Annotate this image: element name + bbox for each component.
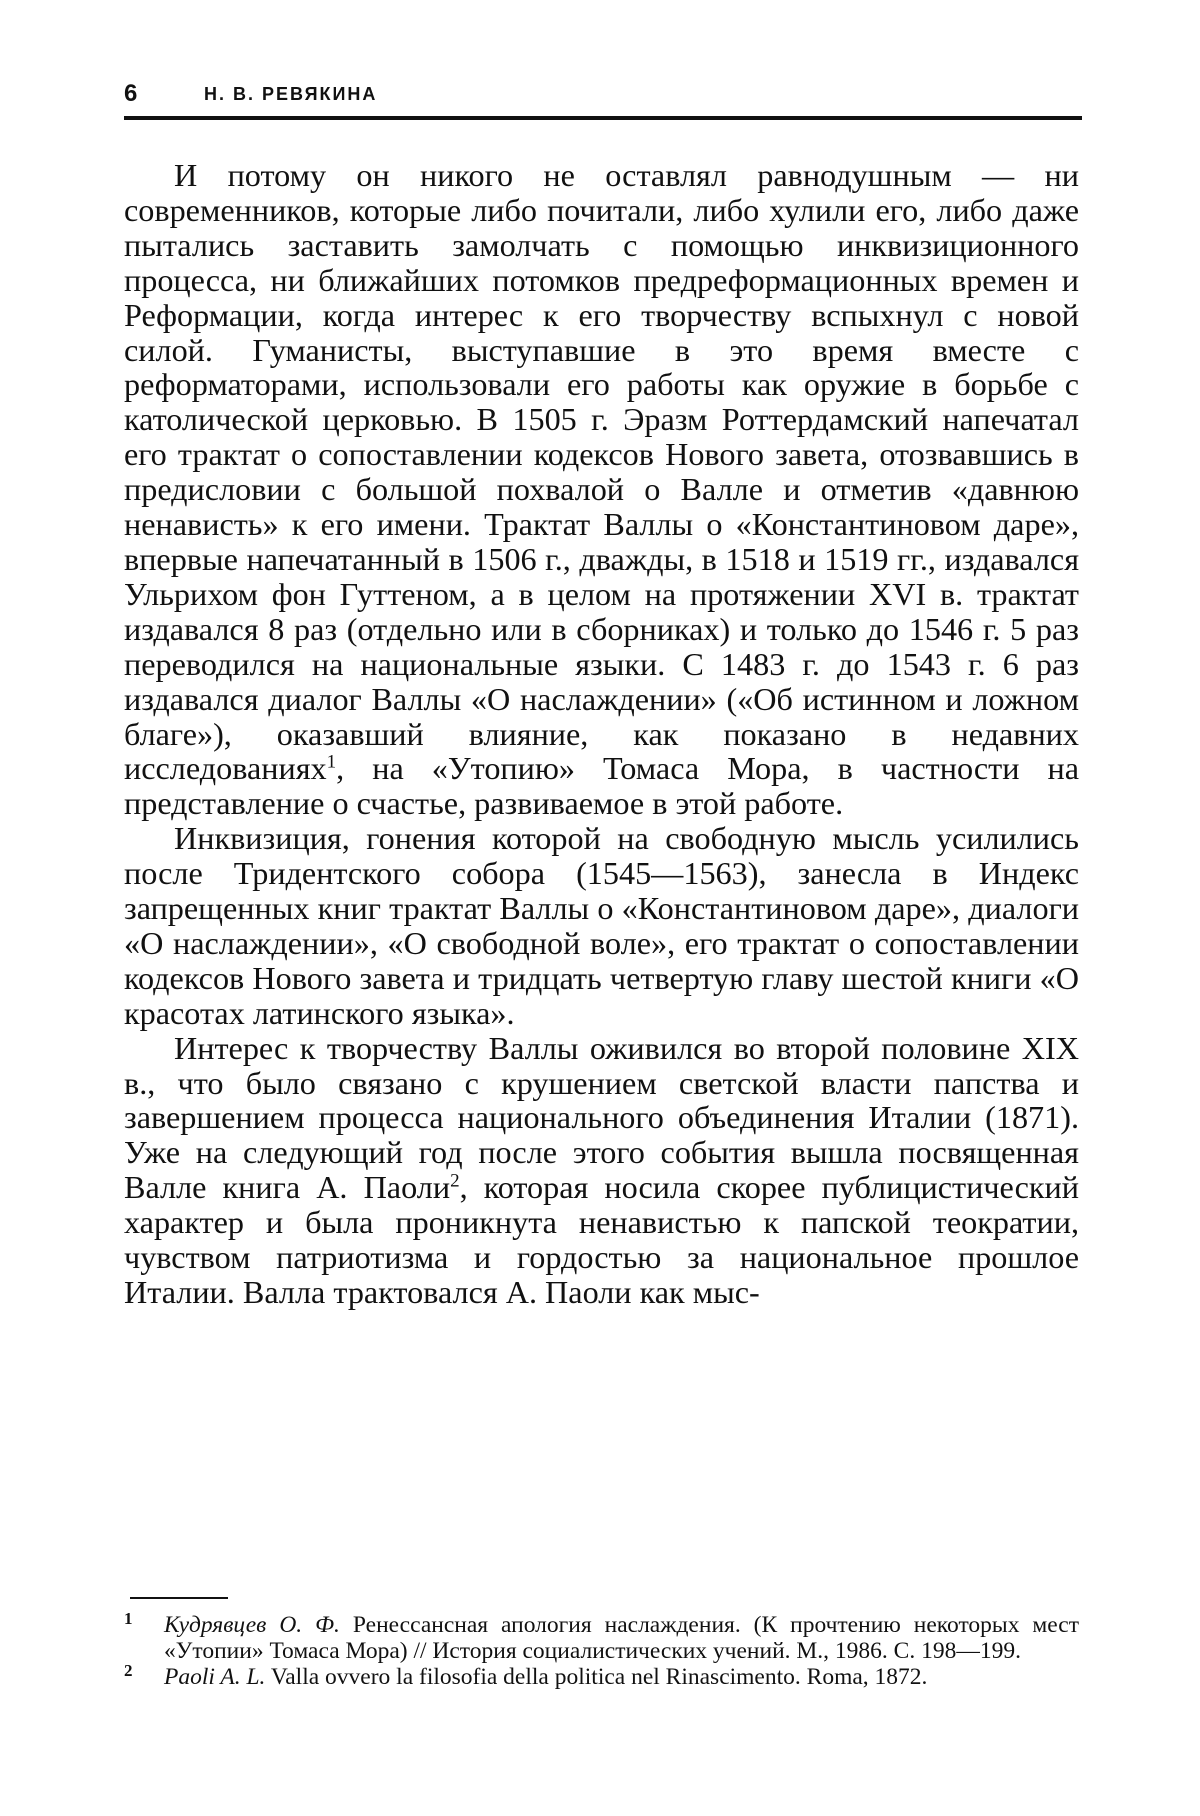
footnote-2 [124,1661,1079,1690]
footnote-author: Кудрявцев О. Ф. [164,1612,340,1638]
footnote-mark: 1 [124,1609,133,1628]
paragraph-3 [124,1031,1079,1310]
footnote-rule [130,1597,228,1599]
footnote-ref-2: 2 [450,1170,460,1192]
paragraph-1-text: И потому он никого не оставлял равнодушным — ни современников, которые либо почитали, либо хулили его, либо даже пытались заставить замолчать с помощью инквизиционного процесса, ни ближайших потомков предреформационных времен и Реформации, когда интерес к его творчеству вспыхнул с новой силой. Гуманисты, выступавшие в это время вместе с реформаторами, использовали его работы как оружие в борьбе с католической церковью. В 1505 г. Эразм Роттердамский напечатал его трактат о сопоставлении кодексов Нового завета, отозвавшись в предисловии с большой похвалой о Валле и отметив «давнюю ненависть» к его имени. Трактат Валлы о «Константиновом даре», впервые напечатанный в 1506 г., дважды, в 1518 и 1519 гг., издавался Ульрихом фон Гуттеном, а в целом на протяжении XVI в. трактат издавался 8 раз (отдельно или в сборниках) и только до 1546 г. 5 раз переводился на национальные языки. С 1483 г. до 1543 г. 6 раз издавался диалог Валлы «О наслаждении» («Об истинном и ложном благе»), оказавший влияние, как показано в недавних исследованиях [124,157,1079,787]
paragraph-1 [124,158,1079,821]
page-header [124,80,1079,108]
paragraph-3-text-cont: , которая носила скорее публицистический характер и была проникнута ненавистью к папской теократии, чувством патриотизма и гордостью за национальное прошлое Италии. Валла трактовался А. Паоли как мыс- [124,1169,1080,1310]
running-head: Н. В. РЕВЯКИНА [204,84,378,104]
footnotes [124,1609,1080,1690]
footnote-author: Paoli A. L. [164,1664,266,1690]
footnote-1 [124,1609,1080,1664]
header-rule [124,116,1082,120]
footnote-mark: 2 [124,1661,133,1680]
main-text [124,158,1079,1310]
footnote-ref-1: 1 [326,751,337,773]
footnote-text: Ренессансная апология наслаждения. (К прочтению некоторых мест «Утопии» Томаса Мора) // История социалистических учений. М., 1986. С. 198—199. [164,1612,1080,1664]
page-number: 6 [124,80,138,107]
paragraph-2: Инквизиция, гонения которой на свободную мысль усилились после Тридентского собора (1545—1563), занесла в Индекс запрещенных книг трактат Валлы о «Константиновом даре», диалоги «О наслаждении», «О свободной воле», его трактат о сопоставлении кодексов Нового завета и тридцать четвертую главу шестой книги «О красотах латинского языка». [124,820,1079,1031]
paragraph-3-text: Интерес к творчеству Валлы оживился во второй половине XIX в., что было связано с крушением светской власти папства и завершением процесса национального объединения Италии (1871). Уже на следующий год после этого события вышла посвященная Валле книга А. Паоли [124,1029,1079,1206]
paragraph-1-text-cont: , на «Утопию» Томаса Мора, в частности на представление о счастье, развиваемое в этой работе. [124,750,1079,822]
footnote-text: Valla ovvero la filosofia della politica nel Rinascimento. Roma, 1872. [265,1664,928,1690]
